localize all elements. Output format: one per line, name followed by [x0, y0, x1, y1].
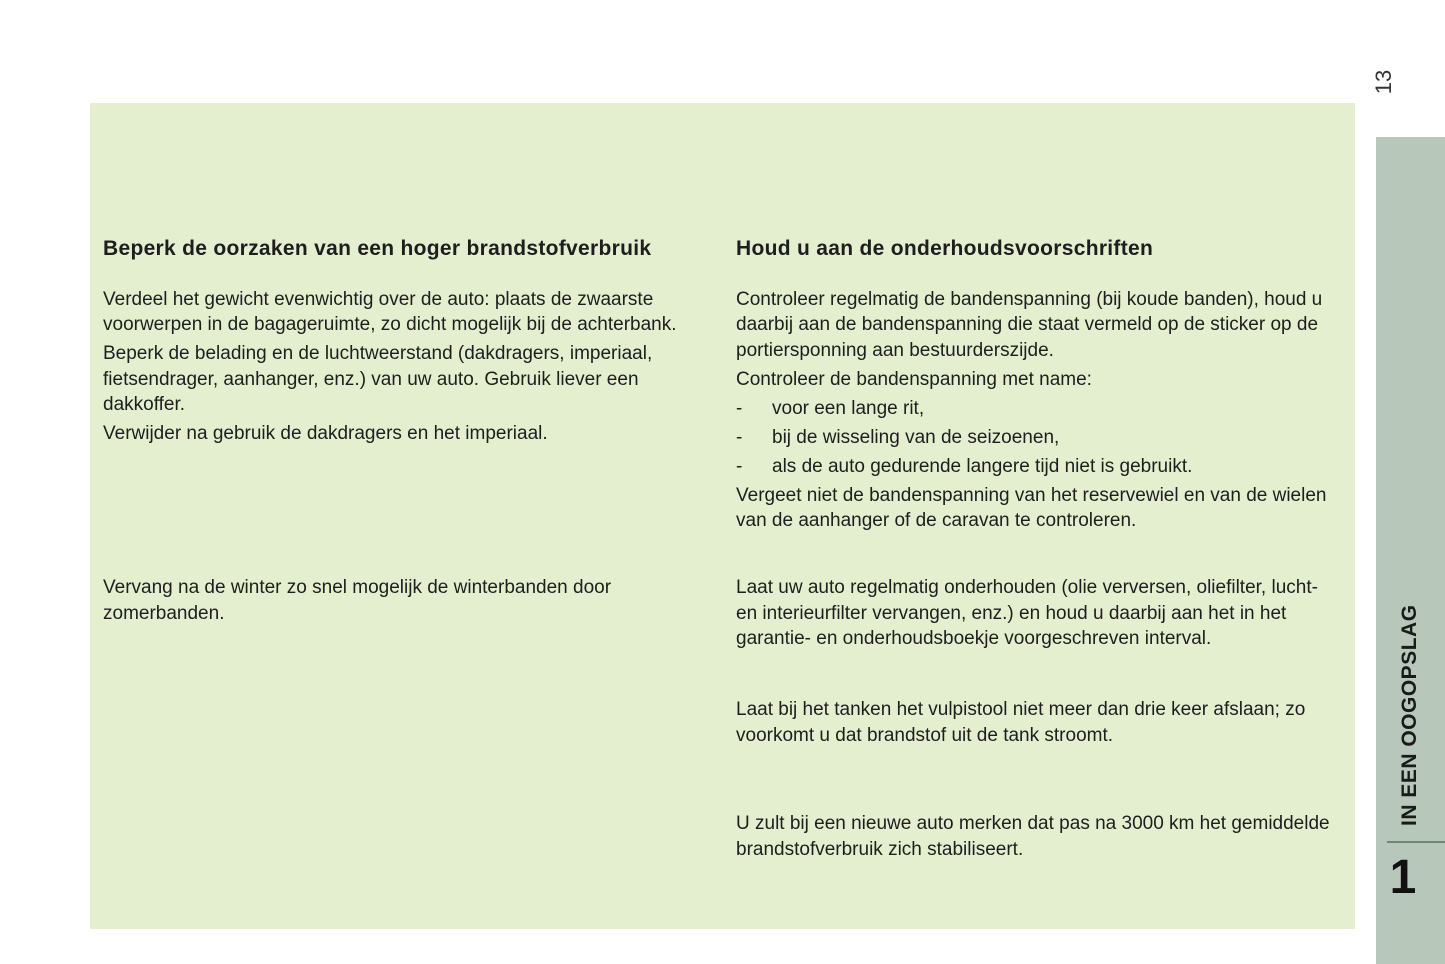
bullet-text: als de auto gedurende langere tijd niet is gebruikt. — [772, 455, 1193, 477]
right-new-car — [736, 811, 1341, 862]
right-paragraph-tyre-pressure: Controleer regelmatig de bandenspanning (bij koude banden), houd u daarbij aan de bandenspanning die staat vermeld op de sticker op de portiersponning aan bestuurderszijde. — [736, 288, 1323, 361]
list-item — [736, 425, 1341, 451]
right-paragraph-service: Laat uw auto regelmatig onderhouden (olie verversen, oliefilter, lucht- en interieurfilter vervangen, enz.) en houd u daarbij aan het in het garantie- en onderhoudsboekje voorgeschreven interval. — [736, 577, 1318, 649]
right-service — [736, 575, 1341, 652]
left-section — [103, 236, 703, 447]
left-heading: Beperk de oorzaken van een hoger brandstofverbruik — [103, 237, 652, 260]
right-heading: Houd u aan de onderhoudsvoorschriften — [736, 237, 1154, 260]
list-item — [736, 454, 1341, 480]
list-item — [736, 396, 1341, 422]
right-paragraph-spare-wheel: Vergeet niet de bandenspanning van het reservewiel en van de wielen van de aanhanger of de caravan te controleren. — [736, 484, 1327, 531]
bullet-dash: - — [736, 397, 743, 419]
left-paragraph-winter-tyres: Vervang na de winter zo snel mogelijk de winterbanden door zomerbanden. — [103, 577, 612, 624]
chapter-divider — [1387, 841, 1445, 843]
bullet-dash: - — [736, 426, 743, 448]
left-paragraph-weight: Verdeel het gewicht evenwichtig over de auto: plaats de zwaarste voorwerpen in de bagageruimte, zo dicht mogelijk bij de achterbank. — [103, 288, 677, 335]
bullet-text: voor een lange rit, — [772, 397, 925, 419]
chapter-number: 1 — [1389, 851, 1417, 904]
bullet-text: bij de wisseling van de seizoenen, — [772, 426, 1060, 448]
right-paragraph-check-pressure: Controleer de bandenspanning met name: — [736, 368, 1092, 390]
right-section — [736, 236, 1341, 534]
bullet-dash: - — [736, 455, 743, 477]
chapter-title: IN EEN OOGOPSLAG — [1398, 604, 1421, 826]
right-refuel — [736, 697, 1341, 748]
left-winter-tyres — [103, 575, 703, 626]
page-number: 13 — [1371, 69, 1396, 95]
left-paragraph-load: Beperk de belading en de luchtweerstand (dakdragers, imperiaal, fietsendrager, aanhanger, enz.) van uw auto. Gebruik liever een dakkoffer. — [103, 343, 653, 415]
right-paragraph-refuel: Laat bij het tanken het vulpistool niet meer dan drie keer afslaan; zo voorkomt u dat brandstof uit de tank stroomt. — [736, 699, 1306, 746]
chapter-tab — [1376, 137, 1445, 964]
left-paragraph-roof-racks: Verwijder na gebruik de dakdragers en het imperiaal. — [103, 423, 548, 444]
right-paragraph-new-car: U zult bij een nieuwe auto merken dat pas na 3000 km het gemiddelde brandstofverbruik zich stabiliseert. — [736, 813, 1330, 860]
